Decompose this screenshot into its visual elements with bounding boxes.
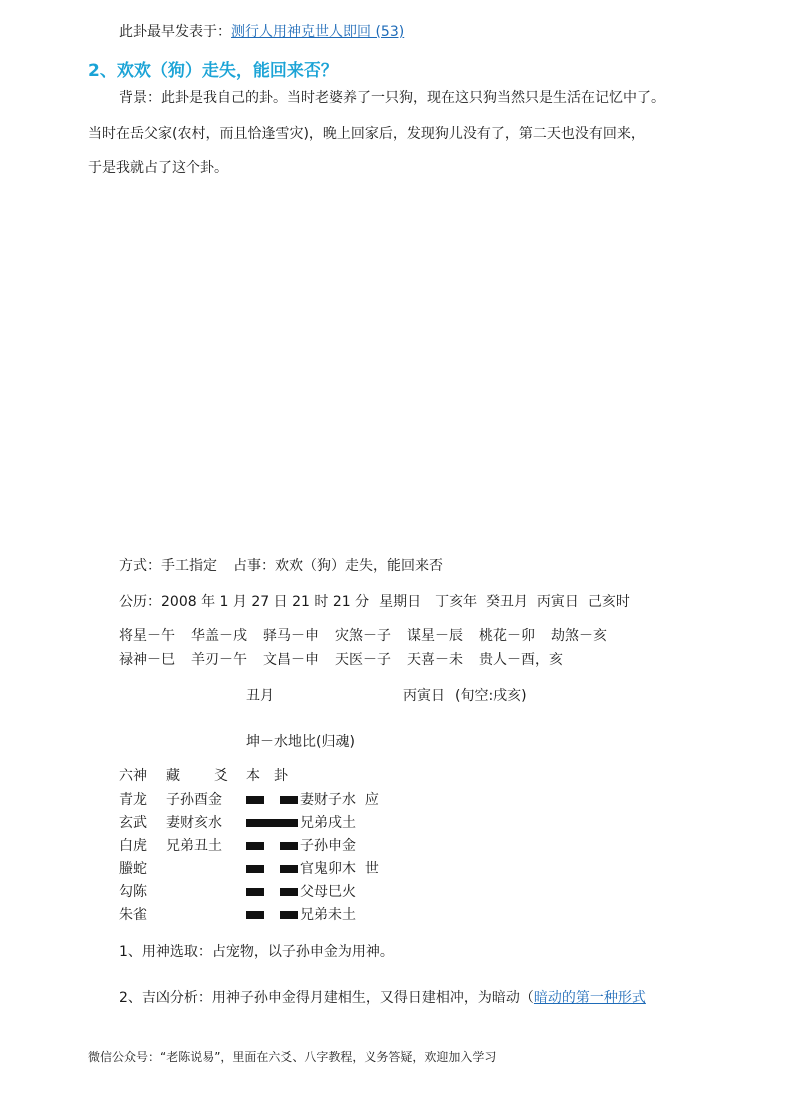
method-label: 方式：手工指定 [119, 558, 217, 574]
shensha-row-2 [119, 650, 563, 670]
calendar-minute-unit: 分 [355, 594, 370, 610]
row-god: 青龙 [119, 792, 147, 808]
paragraph-line-2: 当时在岳父家(农村，而且恰逢雪灾)，晚上回家后，发现狗儿没有了，第二天也没有回来， [88, 126, 645, 142]
shensha-item: 贵人－酉，亥 [479, 652, 563, 668]
month-branch: 丑月 [246, 688, 274, 704]
day-stem: 丙寅日 [403, 688, 445, 704]
calendar-hour-unit: 时 [314, 594, 329, 610]
row-hidden: 子孙酉金 [166, 792, 222, 808]
calendar-hour: 21 [292, 594, 310, 610]
header-gua: 卦 [274, 768, 288, 784]
footer-note: 微信公众号：“老陈说易”，里面在六爻、八字教程，义务答疑，欢迎加入学习 [88, 1050, 497, 1064]
published-link[interactable]: 测行人用神克世人即回 (53) [231, 24, 405, 40]
row-line: 官鬼卯木 [300, 861, 356, 877]
shensha-item: 灾煞－子 [335, 628, 391, 644]
row-mark: 世 [364, 861, 379, 877]
yao-row [119, 859, 379, 879]
dark-movement-link[interactable]: 暗动的第一种形式 [533, 990, 646, 1006]
published-prefix: 此卦最早发表于： [119, 24, 231, 40]
shensha-item: 文昌－申 [263, 652, 319, 668]
row-line: 兄弟戌土 [300, 815, 356, 831]
calendar-year-unit: 年 [201, 594, 216, 610]
row-god: 玄武 [119, 815, 147, 831]
shensha-item: 劫煞－亥 [551, 628, 607, 644]
calendar-weekday: 星期日 [379, 594, 422, 610]
day-void [403, 686, 527, 706]
calendar-ganzhi: 丁亥年 癸丑月 丙寅日 己亥时 [435, 594, 630, 610]
row-line: 子孙申金 [300, 838, 356, 854]
yao-row [119, 882, 365, 902]
row-hidden: 兄弟丑土 [166, 838, 222, 854]
shensha-item: 天喜－未 [407, 652, 463, 668]
method-line [119, 556, 443, 576]
row-god: 勾陈 [119, 884, 147, 900]
calendar-day: 27 [251, 594, 270, 610]
calendar-prefix: 公历： [119, 594, 161, 610]
row-line: 妻财子水 [300, 792, 356, 808]
shensha-item: 羊刃－午 [191, 652, 247, 668]
yao-row [119, 836, 365, 856]
yin-line-icon [246, 793, 298, 807]
shensha-item: 天医－子 [335, 652, 391, 668]
yin-line-icon [246, 908, 298, 922]
shensha-item: 华盖－戌 [191, 628, 247, 644]
matter-label: 占事：欢欢（狗）走失，能回来否 [233, 558, 443, 574]
yao-row [119, 905, 365, 925]
shensha-row-1 [119, 626, 607, 646]
shensha-item: 驿马－申 [263, 628, 319, 644]
void-branches: (旬空:戌亥) [455, 688, 527, 704]
header-six-gods: 六神 [119, 768, 147, 784]
shensha-item: 谋星－辰 [407, 628, 463, 644]
row-hidden: 妻财亥水 [166, 815, 222, 831]
header-yao: 爻 [214, 768, 228, 784]
shensha-item: 禄神－巳 [119, 652, 175, 668]
section-heading: 2、欢欢（狗）走失，能回来否？ [88, 61, 338, 81]
row-god: 螣蛇 [119, 861, 147, 877]
header-ben: 本 [246, 768, 260, 784]
analysis-point-2-text: 2、吉凶分析：用神子孙申金得月建相生，又得日建相冲，为暗动（ [119, 990, 534, 1006]
calendar-minute: 21 [332, 594, 351, 610]
yang-line-icon [246, 816, 298, 830]
row-god: 朱雀 [119, 907, 147, 923]
gua-name: 坤－水地比(归魂) [246, 734, 355, 750]
yao-row [119, 790, 379, 810]
published-line [119, 22, 404, 42]
paragraph-line-1: 背景：此卦是我自己的卦。当时老婆养了一只狗，现在这只狗当然只是生活在记忆中了。 [119, 90, 665, 106]
analysis-point-1: 1、用神选取：占宠物，以子孙申金为用神。 [119, 944, 394, 960]
calendar-month: 1 [219, 594, 229, 610]
row-mark: 应 [364, 792, 379, 808]
calendar-line [119, 592, 630, 612]
header-hidden: 藏 [166, 768, 180, 784]
yin-line-icon [246, 839, 298, 853]
analysis-point-2 [119, 988, 646, 1008]
row-god: 白虎 [119, 838, 147, 854]
yin-line-icon [246, 862, 298, 876]
calendar-day-unit: 日 [273, 594, 288, 610]
shensha-item: 桃花－卯 [479, 628, 535, 644]
row-line: 父母巳火 [300, 884, 356, 900]
paragraph-line-3: 于是我就占了这个卦。 [88, 160, 228, 176]
yao-row [119, 813, 365, 833]
calendar-year: 2008 [161, 594, 197, 610]
row-line: 兄弟未土 [300, 907, 356, 923]
yin-line-icon [246, 885, 298, 899]
shensha-item: 将星－午 [119, 628, 175, 644]
calendar-month-unit: 月 [232, 594, 247, 610]
